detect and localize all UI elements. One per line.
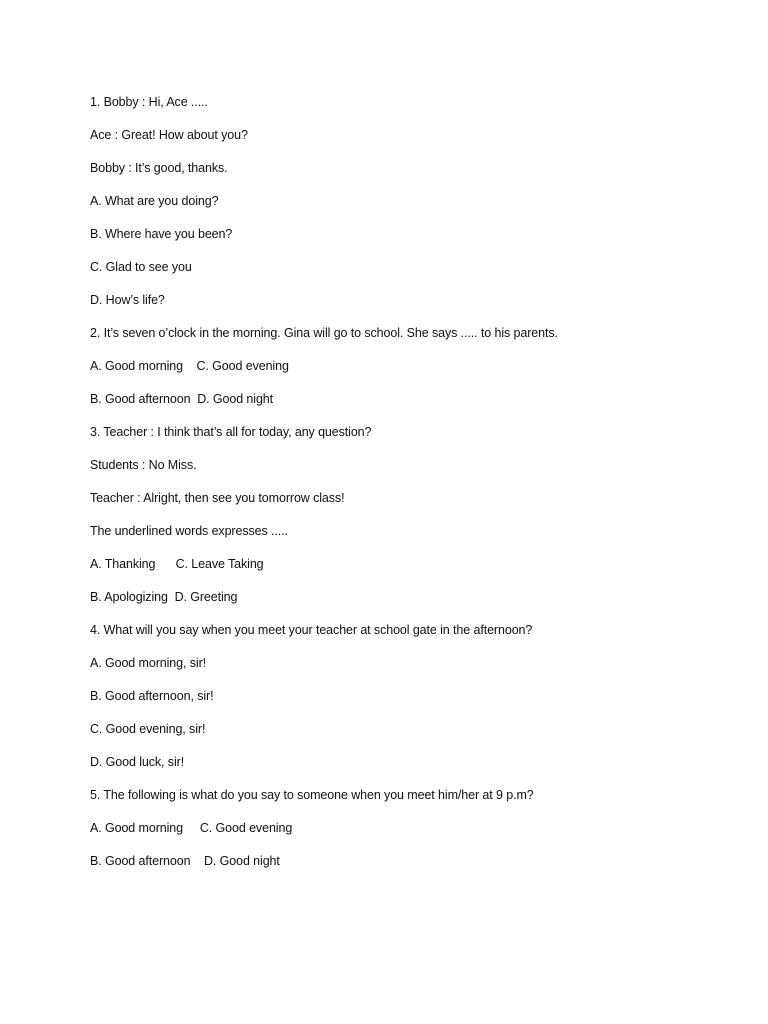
- options-b-d: B. Good afternoon D. Good night: [90, 854, 280, 868]
- question-3: 3. Teacher : I think that’s all for today, any question?: [90, 425, 372, 439]
- question-2: 2. It’s seven o’clock in the morning. Gina will go to school. She says ..... to his parents.: [90, 326, 558, 340]
- option-b: B. Good afternoon, sir!: [90, 689, 214, 703]
- option-b: B. Where have you been?: [90, 227, 233, 241]
- option-d: D. Good luck, sir!: [90, 755, 185, 769]
- option-d: D. How’s life?: [90, 293, 165, 307]
- dialogue-line: Ace : Great! How about you?: [90, 128, 248, 142]
- dialogue-line: Students : No Miss.: [90, 458, 197, 472]
- options-b-d: B. Apologizing D. Greeting: [90, 590, 238, 604]
- options-a-c: A. Good morning C. Good evening: [90, 821, 293, 835]
- option-c: C. Good evening, sir!: [90, 722, 206, 736]
- question-prompt: The underlined words expresses .....: [90, 524, 288, 538]
- option-a: A. Good morning, sir!: [90, 656, 207, 670]
- question-5: 5. The following is what do you say to someone when you meet him/her at 9 p.m?: [90, 788, 534, 802]
- option-a: A. What are you doing?: [90, 194, 219, 208]
- option-c: C. Glad to see you: [90, 260, 192, 274]
- options-a-c: A. Thanking C. Leave Taking: [90, 557, 264, 571]
- dialogue-line: Bobby : It’s good, thanks.: [90, 161, 228, 175]
- question-4: 4. What will you say when you meet your teacher at school gate in the afternoon?: [90, 623, 533, 637]
- options-a-c: A. Good morning C. Good evening: [90, 359, 289, 373]
- question-1: 1. Bobby : Hi, Ace .....: [90, 95, 208, 109]
- dialogue-line: Teacher : Alright, then see you tomorrow class!: [90, 491, 345, 505]
- options-b-d: B. Good afternoon D. Good night: [90, 392, 274, 406]
- text-lines: [90, 92, 730, 884]
